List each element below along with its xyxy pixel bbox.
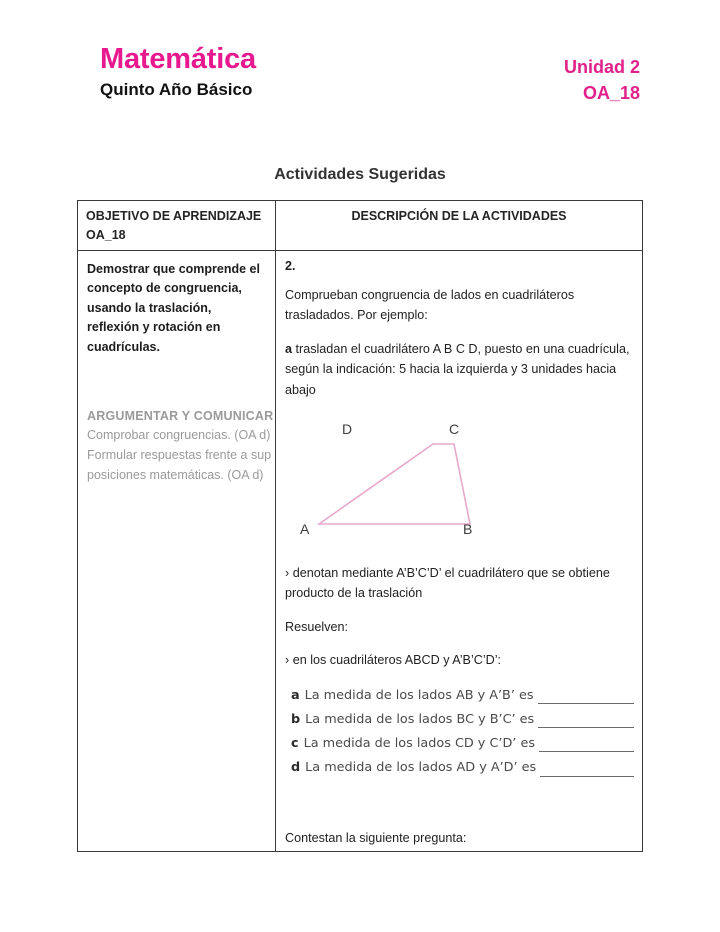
- answer-text: La medida de los lados AD y A’D’ es: [305, 760, 537, 776]
- table-header-row: [78, 201, 642, 251]
- page-header: [0, 0, 720, 130]
- answer-blank-input[interactable]: [538, 716, 634, 728]
- answer-blank-input[interactable]: [538, 692, 634, 704]
- activity-step-a: [285, 339, 634, 400]
- skill-line: Comprobar congruencias. (OA d): [87, 427, 271, 442]
- answer-letter: c: [291, 736, 299, 752]
- objective-text: Demostrar que comprende el concepto de congruencia, usando la traslación, reflexión y rotación en cuadrículas.: [87, 262, 260, 354]
- trapezoid-figure: [285, 411, 634, 559]
- grade-title: Quinto Año Básico: [100, 80, 253, 100]
- step-a-letter: a: [285, 341, 293, 356]
- column-header-objective: OBJETIVO DE APRENDIZAJE OA_18: [86, 209, 262, 242]
- answer-letter: d: [291, 760, 301, 776]
- answer-item: [285, 735, 634, 752]
- answer-item: [285, 687, 634, 704]
- unit-block: [564, 54, 640, 106]
- skill-heading: ARGUMENTAR Y COMUNICAR: [87, 408, 274, 423]
- vertex-label-c: C: [449, 420, 460, 437]
- unit-label: Unidad 2: [563, 57, 640, 77]
- title-block: [100, 44, 256, 100]
- vertex-label-a: A: [300, 520, 310, 537]
- objective-cell: [78, 251, 275, 851]
- trapezoid-shape: [319, 444, 470, 524]
- vertex-label-b: B: [463, 520, 473, 537]
- closing-question-line: Contestan la siguiente pregunta:: [285, 831, 467, 845]
- answer-list: [285, 687, 634, 777]
- subject-title: Matemática: [100, 43, 256, 75]
- skill-block: [87, 409, 275, 485]
- oa-code-label: OA_18: [582, 83, 640, 104]
- skill-line: Formular respuestas frente a sup: [87, 447, 272, 462]
- activity-intro: Comprueban congruencia de lados en cuadriláteros trasladados. Por ejemplo:: [285, 288, 575, 323]
- activity-number: 2.: [285, 259, 296, 273]
- quadrilaterals-line: › en los cuadriláteros ABCD y A’B’C’D’:: [285, 653, 502, 668]
- step-a-text: trasladan el cuadrilátero A B C D, puesto en una cuadrícula, según la indicación: 5 hacia la izquierda y 3 unidades hacia abajo: [285, 341, 630, 397]
- answer-letter: b: [291, 711, 301, 727]
- column-header-description: DESCRIPCIÓN DE LA ACTIVIDADES: [351, 209, 567, 223]
- description-cell: [276, 251, 642, 851]
- resolve-label: Resuelven:: [285, 619, 349, 634]
- answer-text: La medida de los lados CD y C’D’ es: [303, 736, 535, 752]
- vertex-label-d: D: [342, 420, 353, 437]
- answer-blank-input[interactable]: [540, 765, 634, 777]
- section-title: Actividades Sugeridas: [274, 166, 446, 183]
- answer-blank-input[interactable]: [539, 740, 634, 752]
- answer-item: [285, 759, 634, 776]
- answer-item: [285, 711, 634, 728]
- denote-line: › denotan mediante A’B’C’D’ el cuadrilátero que se obtiene producto de la traslación: [285, 565, 610, 601]
- answer-letter: a: [291, 687, 300, 703]
- answer-text: La medida de los lados AB y A’B’ es: [304, 687, 534, 703]
- answer-text: La medida de los lados BC y B’C’ es: [305, 711, 535, 727]
- activities-table: [77, 200, 643, 852]
- skill-line: posiciones matemáticas. (OA d): [87, 467, 264, 482]
